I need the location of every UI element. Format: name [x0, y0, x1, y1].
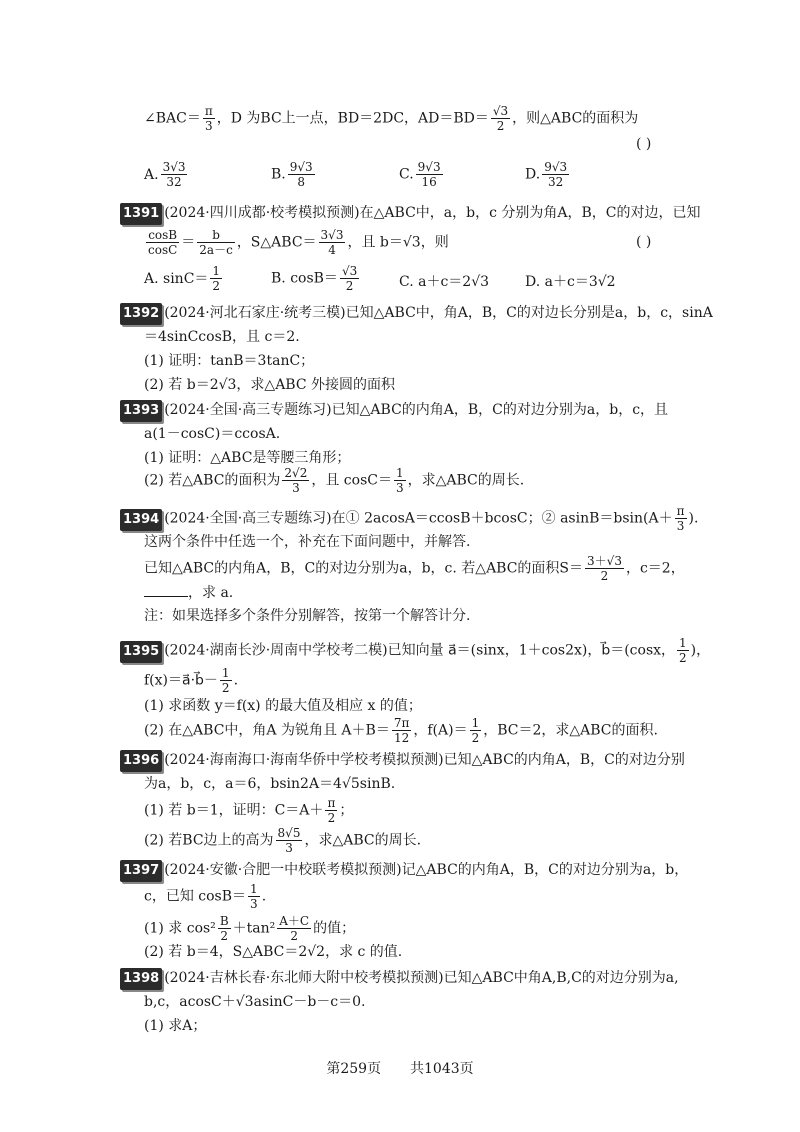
- q1390-answer-paren: ( ): [636, 136, 652, 152]
- fill-in-blank[interactable]: [144, 582, 188, 597]
- option-b[interactable]: B. cosB＝ $\frac{√3}{2}$: [271, 264, 358, 293]
- question-number: 1392: [120, 303, 162, 325]
- question-number: 1398: [120, 968, 162, 990]
- q1398-part1: (1) 求A；: [144, 1018, 207, 1034]
- q1396-part1: (1) 若 b＝1，证明：C＝A＋ $\frac{\pi}{2}$ ；: [144, 796, 354, 825]
- option-c[interactable]: C. $\frac{9√3}{16}$: [399, 160, 441, 189]
- q1394-note: 注：如果选择多个条件分别解答，按第一个解答计分.: [144, 608, 471, 624]
- q1393-line1: 1393 (2024·全国·高三专题练习)已知△ABC的内角A，B，C的对边分别为a，b，c，且: [120, 400, 668, 422]
- q1396-line1: 1396 (2024·海南海口·海南华侨中学校考模拟预测)已知△ABC的内角A，B，C的对边分别: [120, 750, 685, 772]
- q1392-line2: ＝4sinCcosB，且 c＝2.: [144, 329, 300, 345]
- q1396-part2: (2) 若BC边上的高为 $\frac{8√5}{3}$ ，求△ABC的周长.: [144, 826, 422, 855]
- q1394-line3: 已知△ABC的内角A，B，C的对边分别为a，b，c. 若△ABC的面积S＝ $\frac{3+√3}{2}$ ，c＝2，: [144, 554, 685, 583]
- option-d[interactable]: D. $\frac{9√3}{32}$: [525, 160, 568, 189]
- question-number: 1397: [120, 860, 162, 882]
- q1397-line2: c，已知 cosB＝ $\frac{1}{3}$ .: [144, 882, 267, 911]
- option-a[interactable]: A. $\frac{3√3}{32}$: [144, 160, 186, 189]
- q1392-part1: (1) 证明：tanB＝3tanC；: [144, 353, 315, 369]
- q1395-part2: (2) 在△ABC中，角A 为锐角且 A＋B＝ $\frac{7\pi}{12}$ ，f(A)＝ $\frac{1}{2}$ ，BC＝2，求△ABC的面积.: [144, 716, 658, 745]
- q1392-part2: (2) 若 b＝2√3，求△ABC 外接圆的面积: [144, 377, 396, 393]
- question-number: 1396: [120, 750, 162, 772]
- q1391-line1: 1391 (2024·四川成都·校考模拟预测)在△ABC中，a，b，c 分别为角A，B，C的对边，已知: [120, 203, 701, 225]
- fraction-root3-2: $\frac{√3}{2}$: [492, 104, 509, 133]
- q1397-part2: (2) 若 b＝4，S△ABC＝2√2，求 c 的值.: [144, 944, 403, 960]
- option-d[interactable]: D. a＋c＝3√2: [525, 274, 616, 290]
- page-total: 共1043页: [410, 1061, 474, 1077]
- q1392-line1: 1392 (2024·河北石家庄·统考三模)已知△ABC中，角A，B，C的对边长分别是a，b，c，sinA: [120, 303, 713, 325]
- fraction-pi-3: $\frac{\pi}{3}$: [204, 104, 213, 133]
- q1397-part1: (1) 求 cos² $\frac{B}{2}$ ＋tan² $\frac{A+C}{2}$ 的值；: [144, 914, 356, 943]
- q1398-line2: b,c，acosC＋√3asinC－b－c＝0.: [144, 994, 366, 1010]
- option-a[interactable]: A. sinC＝ $\frac{1}{2}$: [144, 264, 221, 293]
- question-number: 1393: [120, 400, 162, 422]
- q1391-options: [144, 264, 616, 293]
- page-number: 第259页: [326, 1061, 382, 1077]
- q1395-line2: f(x)＝a⃗·b⃗－ $\frac{1}{2}$ .: [144, 666, 239, 695]
- option-b[interactable]: B. $\frac{9√3}{8}$: [271, 160, 313, 189]
- q1395-part1: (1) 求函数 y＝f(x) 的最大值及相应 x 的值；: [144, 698, 422, 714]
- q1390-options: [144, 160, 568, 189]
- q1394-line2: 这两个条件中任选一个，补充在下面问题中，并解答.: [144, 534, 471, 550]
- question-number: 1391: [120, 203, 162, 225]
- q1390-line1: ∠BAC＝ $\frac{\pi}{3}$ ，D 为BC上一点，BD＝2DC，AD＝BD＝ $\frac{√3}{2}$ ，则△ABC的面积为: [144, 104, 639, 133]
- q1394-line1: 1394 (2024·全国·高三专题练习)在① 2acosA＝ccosB＋bcosC；② asinB＝bsin(A＋ $\frac{\pi}{3}$ ).: [120, 504, 698, 533]
- q1391-line2: $\frac{\cos B}{\cos C}$ ＝ $\frac{b}{2a-c}$ ，S△ABC＝ $\frac{3√3}{4}$ ，且 b＝√3，则: [148, 228, 449, 257]
- q1394-line4: ，求 a.: [144, 582, 233, 603]
- question-number: 1395: [120, 641, 162, 663]
- question-number: 1394: [120, 509, 162, 531]
- q1395-line1: 1395 (2024·湖南长沙·周南中学校考二模)已知向量 a⃗＝(sinx，1＋cos2x)，b⃗＝(cosx， $\frac{1}{2}$ )，: [120, 636, 710, 665]
- option-c[interactable]: C. a＋c＝2√3: [399, 274, 490, 290]
- q1398-line1: 1398 (2024·吉林长春·东北师大附中校考模拟预测)已知△ABC中角A,B,C的对边分别为a,: [120, 968, 679, 990]
- q1396-line2: 为a，b，c，a＝6，bsin2A＝4√5sinB.: [144, 776, 396, 792]
- q1393-part1: (1) 证明：△ABC是等腰三角形；: [144, 450, 351, 466]
- q1393-part2: (2) 若△ABC的面积为 $\frac{2√2}{3}$ ，且 cosC＝ $\frac{1}{3}$ ，求△ABC的周长.: [144, 466, 525, 495]
- q1393-line2: a(1－cosC)＝ccosA.: [144, 426, 281, 442]
- page-footer: [0, 1058, 800, 1078]
- q1391-answer-paren: ( ): [636, 234, 652, 250]
- q1397-line1: 1397 (2024·安徽·合肥一中校联考模拟预测)记△ABC的内角A，B，C的对边分别为a，b，: [120, 860, 688, 882]
